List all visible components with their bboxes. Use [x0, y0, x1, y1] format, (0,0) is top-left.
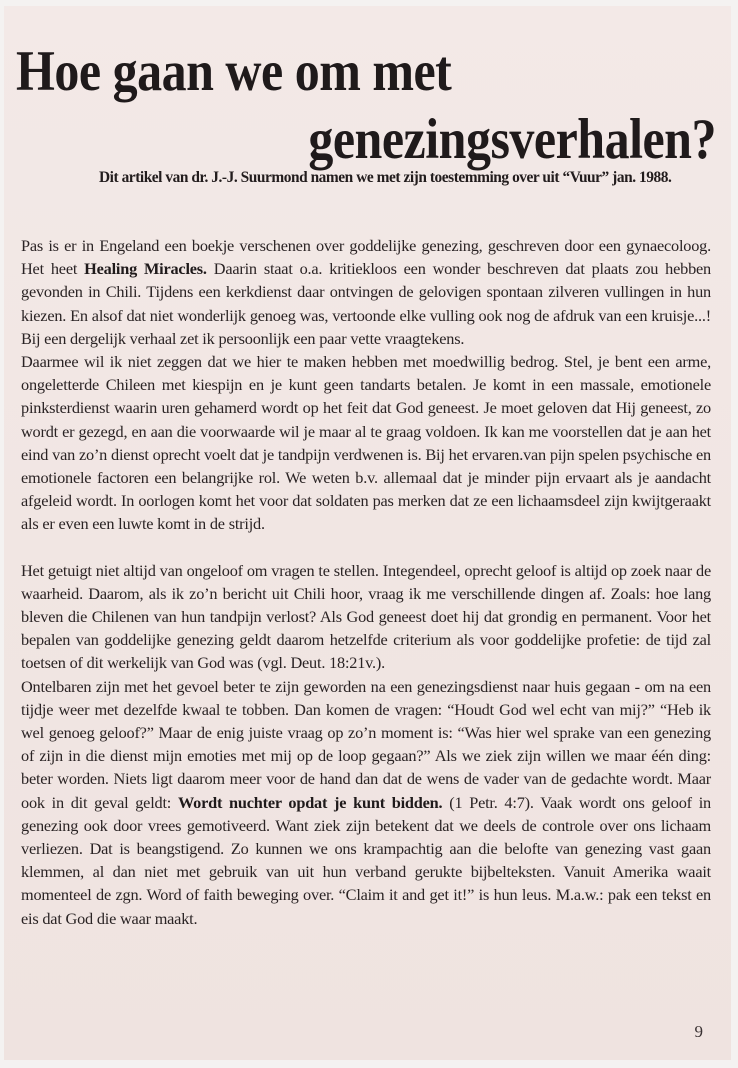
page-number: 9: [694, 1022, 703, 1041]
magazine-page: [4, 6, 731, 1060]
bible-quote-bold: Wordt nuchter opdat je kunt bidden.: [177, 792, 443, 812]
paragraph-3: Het getuigt niet altijd van ongeloof om vragen te stellen. Integendeel, oprecht geloof is altijd op zoek naar de waarheid. Daarom, als ik zo’n bericht uit Chili hoor, vraag ik me verschillende dingen af. Zoals: hoe lang bleven die Chilenen van hun tandpijn verlost? Als God geneest doet hij dat grondig en permanent. Voor het bepalen van goddelijke genezing geldt daarom hetzelfde criterium als voor goddelijke profetie: de tijd zal toetsen of dit werkelijk van God was (vgl. Deut. 18:21v.).: [21, 560, 711, 673]
paragraph-4-text-b: (1 Petr. 4:7). Vaak wordt ons geloof in genezing ook door vrees gemotiveerd. Want ziek zijn betekent dat we deels de controle over ons lichaam verliezen. Dat is beangstigend. Zo kunnen we ons krampachtig aan die belofte van genezing vast gaan klemmen, al dan niet met gebruik van uit hun verband gerukte bijbelteksten. Vanuit Amerika waait momenteel de zgn. Word of faith beweging over. “Claim it and get it!” is hun leus. M.a.w.: pak een tekst en eis dat God die waar maakt.: [21, 792, 711, 928]
title-line-2: genezingsverhalen?: [308, 106, 716, 171]
article-body: [21, 234, 711, 930]
paragraph-1-text-a: Pas is er in Engeland een boekje verschenen over goddelijke genezing, geschreven door een gynaecoloog. Het heet: [21, 236, 711, 279]
paragraph-4-text-a: Ontelbaren zijn met het gevoel beter te zijn geworden na een genezingsdienst naar huis gegaan - om na een tijdje weer met dezelfde kwaal te tobben. Dan komen de vragen: “Houdt God wel echt van mij?” “Heb ik wel genoeg geloof?” Maar de enig juiste vraag op zo’n moment is: “Was hier wel sprake van een genezing of zijn in die dienst mijn emoties met mij op de loop gegaan?” Als we ziek zijn willen we maar één ding: beter worden. Niets ligt daarom meer voor de hand dan dat de wens de vader van de gedachte wordt. Maar ook in dit geval geldt:: [21, 676, 711, 812]
book-title-healing-miracles: Healing Miracles.: [84, 259, 207, 279]
paragraph-4: [21, 675, 711, 930]
article-intro: Dit artikel van dr. J.-J. Suurmond namen we met zijn toestemming over uit “Vuur” jan. 1988.: [99, 169, 672, 186]
paragraph-2: Daarmee wil ik niet zeggen dat we hier te maken hebben met moedwillig bedrog. Stel, je bent een arme, ongeletterde Chileen met kiespijn en je kunt geen tandarts betalen. Je komt in een massale, emotionele pinksterdienst waarin uren gehamerd wordt op het feit dat God geneest. Je moet geloven dat Hij geneest, zo wordt er gezegd, en aan die voorwaarde wil je maar al te graag voldoen. Ik kan me voorstellen dat je aan het eind van zo’n dienst oprecht voelt dat je tandpijn verdwenen is. Bij het ervaren.van pijn spelen psychische en emotionele factoren een belangrijke rol. We weten b.v. allemaal dat je minder pijn ervaart als je aandacht afgeleid wordt. In oorlogen komt het voor dat soldaten pas merken dat ze een lichaamsdeel zijn kwijtgeraakt als er even een luwte komt in de strijd.: [21, 352, 711, 534]
title-line-1: Hoe gaan we om met: [16, 38, 452, 103]
paragraph-1: [21, 234, 711, 350]
paragraph-1-text-b: Daarin staat o.a. kritiekloos een wonder beschreven dat plaats zou hebben gevonden in Chili. Tijdens een kerkdienst daar ontvingen de gelovigen spontaan zilveren vullingen in hun kiezen. En alsof dat niet wonderlijk genoeg was, vertoonde elke vulling ook nog de afdruk van een kruisje...! Bij een dergelijk verhaal zet ik persoonlijk een paar vette vraagtekens.: [21, 259, 711, 348]
article-title: [16, 36, 716, 171]
